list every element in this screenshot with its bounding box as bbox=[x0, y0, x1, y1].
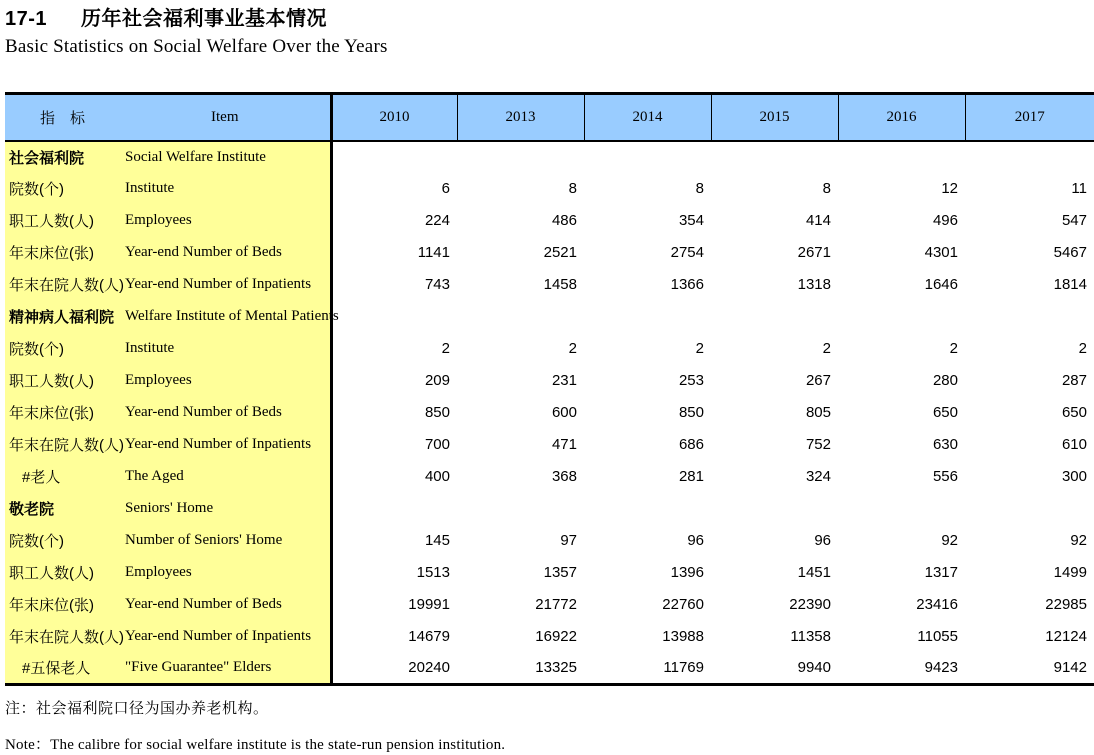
value-cell: 96 bbox=[687, 532, 704, 549]
value-cell: 1366 bbox=[670, 276, 704, 293]
row-label-zh: 年末在院人数(人) bbox=[5, 429, 120, 461]
header-indicator-zh: 指 标 bbox=[5, 94, 120, 141]
table-row bbox=[5, 557, 1094, 589]
table-body bbox=[5, 141, 1094, 685]
value-cell: 224 bbox=[424, 212, 450, 229]
value-cell: 8 bbox=[695, 180, 704, 197]
row-label-en: Year-end Number of Inpatients bbox=[120, 429, 331, 461]
table-row bbox=[5, 205, 1094, 237]
value-cell: 743 bbox=[424, 276, 450, 293]
value-cell: 547 bbox=[1061, 212, 1087, 229]
table-row bbox=[5, 397, 1094, 429]
value-cell bbox=[584, 493, 711, 525]
page-title bbox=[5, 6, 1094, 32]
table-number: 17-1 bbox=[5, 8, 48, 30]
row-label-en: Social Welfare Institute bbox=[120, 141, 331, 173]
value-cell: 2 bbox=[695, 340, 704, 357]
value-cell: 1458 bbox=[543, 276, 577, 293]
table-row bbox=[5, 589, 1094, 621]
header-year: 2016 bbox=[838, 94, 965, 141]
row-label-zh: 职工人数(人) bbox=[5, 557, 120, 589]
row-label-zh: 年末床位(张) bbox=[5, 397, 120, 429]
value-cell: 1451 bbox=[797, 564, 831, 581]
header-year: 2010 bbox=[331, 94, 457, 141]
row-label-en: The Aged bbox=[120, 461, 331, 493]
row-label-en: "Five Guarantee" Elders bbox=[120, 653, 331, 685]
value-cell: 1646 bbox=[924, 276, 958, 293]
value-cell: 11769 bbox=[663, 659, 704, 677]
row-label-en: Year-end Number of Beds bbox=[120, 397, 331, 429]
value-cell: 287 bbox=[1061, 372, 1087, 389]
value-cell bbox=[331, 493, 457, 525]
header-year: 2015 bbox=[711, 94, 838, 141]
row-label-en: Institute bbox=[120, 173, 331, 205]
value-cell: 1499 bbox=[1053, 564, 1087, 581]
value-cell: 1513 bbox=[416, 564, 450, 581]
value-cell: 2521 bbox=[543, 244, 577, 261]
row-label-en: Year-end Number of Inpatients bbox=[120, 269, 331, 301]
table-row bbox=[5, 429, 1094, 461]
value-cell bbox=[584, 141, 711, 173]
value-cell: 5467 bbox=[1053, 244, 1087, 261]
value-cell: 23416 bbox=[916, 596, 958, 613]
value-cell bbox=[331, 301, 457, 333]
welfare-statistics-table bbox=[5, 92, 1094, 686]
header-year: 2017 bbox=[965, 94, 1094, 141]
value-cell: 556 bbox=[932, 468, 958, 485]
value-cell: 650 bbox=[1061, 404, 1087, 421]
header-row bbox=[5, 94, 1094, 141]
value-cell: 253 bbox=[678, 372, 704, 389]
value-cell: 97 bbox=[560, 532, 577, 549]
value-cell: 805 bbox=[805, 404, 831, 421]
value-cell: 280 bbox=[932, 372, 958, 389]
value-cell: 324 bbox=[805, 468, 831, 485]
row-label-en: Institute bbox=[120, 333, 331, 365]
value-cell: 6 bbox=[441, 180, 450, 197]
row-label-en: Seniors' Home bbox=[120, 493, 331, 525]
value-cell bbox=[965, 301, 1094, 333]
value-cell bbox=[838, 493, 965, 525]
value-cell bbox=[331, 141, 457, 173]
header-year: 2014 bbox=[584, 94, 711, 141]
value-cell: 96 bbox=[814, 532, 831, 549]
value-cell bbox=[965, 141, 1094, 173]
value-cell: 1141 bbox=[417, 244, 450, 261]
row-label-en: Year-end Number of Beds bbox=[120, 589, 331, 621]
value-cell: 11055 bbox=[917, 628, 958, 645]
table-row bbox=[5, 461, 1094, 493]
value-cell: 9423 bbox=[924, 659, 958, 677]
table-row bbox=[5, 653, 1094, 685]
value-cell: 368 bbox=[551, 468, 577, 485]
value-cell: 2671 bbox=[797, 244, 831, 261]
value-cell: 8 bbox=[822, 180, 831, 197]
value-cell: 281 bbox=[678, 468, 704, 485]
page-title-zh: 历年社会福利事业基本情况 bbox=[81, 8, 328, 30]
row-label-en: Employees bbox=[120, 557, 331, 589]
value-cell: 21772 bbox=[535, 596, 577, 613]
value-cell bbox=[457, 493, 584, 525]
value-cell: 2 bbox=[441, 340, 450, 357]
value-cell: 752 bbox=[805, 436, 831, 453]
value-cell: 486 bbox=[551, 212, 577, 229]
row-label-zh: 敬老院 bbox=[5, 493, 120, 525]
value-cell: 9940 bbox=[797, 659, 831, 677]
value-cell: 9142 bbox=[1053, 659, 1087, 677]
value-cell: 2 bbox=[1078, 340, 1087, 357]
table-row bbox=[5, 173, 1094, 205]
row-label-zh: 职工人数(人) bbox=[5, 365, 120, 397]
row-label-en: Employees bbox=[120, 365, 331, 397]
value-cell: 12124 bbox=[1045, 628, 1087, 645]
value-cell: 209 bbox=[424, 372, 450, 389]
value-cell: 600 bbox=[551, 404, 577, 421]
table-row bbox=[5, 301, 1094, 333]
value-cell: 11358 bbox=[790, 628, 831, 645]
table-header bbox=[5, 94, 1094, 141]
value-cell: 1396 bbox=[670, 564, 704, 581]
row-label-en: Welfare Institute of Mental Patients bbox=[120, 301, 331, 333]
footnote-en: Note：The calibre for social welfare institute is the state-run pension institution. bbox=[5, 737, 506, 753]
value-cell: 267 bbox=[805, 372, 831, 389]
header-indicator-en: Item bbox=[120, 94, 331, 141]
footnote-zh: 注：社会福利院口径为国办养老机构。 bbox=[5, 700, 269, 717]
value-cell bbox=[457, 301, 584, 333]
value-cell: 13325 bbox=[535, 659, 577, 677]
row-label-zh: 年末在院人数(人) bbox=[5, 269, 120, 301]
value-cell: 92 bbox=[1070, 532, 1087, 549]
value-cell: 16922 bbox=[535, 628, 577, 645]
row-label-en: Number of Seniors' Home bbox=[120, 525, 331, 557]
row-label-zh: 年末床位(张) bbox=[5, 237, 120, 269]
value-cell: 2 bbox=[949, 340, 958, 357]
table-row bbox=[5, 333, 1094, 365]
table-row bbox=[5, 269, 1094, 301]
value-cell: 92 bbox=[941, 532, 958, 549]
value-cell: 414 bbox=[805, 212, 831, 229]
value-cell: 1317 bbox=[924, 564, 958, 581]
value-cell bbox=[711, 301, 838, 333]
row-label-zh: 职工人数(人) bbox=[5, 205, 120, 237]
table-row bbox=[5, 493, 1094, 525]
row-label-zh: 院数(个) bbox=[5, 525, 120, 557]
value-cell: 4301 bbox=[924, 244, 958, 261]
value-cell: 2754 bbox=[670, 244, 704, 261]
table-row bbox=[5, 525, 1094, 557]
value-cell: 231 bbox=[551, 372, 577, 389]
value-cell: 354 bbox=[678, 212, 704, 229]
header-year: 2013 bbox=[457, 94, 584, 141]
value-cell: 8 bbox=[568, 180, 577, 197]
row-label-zh: 院数(个) bbox=[5, 333, 120, 365]
row-label-zh: 年末在院人数(人) bbox=[5, 621, 120, 653]
row-label-zh: #老人 bbox=[5, 461, 120, 493]
value-cell bbox=[711, 493, 838, 525]
value-cell: 22760 bbox=[662, 596, 704, 613]
value-cell bbox=[838, 141, 965, 173]
table-row bbox=[5, 365, 1094, 397]
value-cell: 14679 bbox=[408, 628, 450, 645]
page-title-en: Basic Statistics on Social Welfare Over the Years bbox=[5, 36, 388, 57]
value-cell bbox=[457, 141, 584, 173]
value-cell: 12 bbox=[941, 180, 958, 197]
value-cell: 650 bbox=[932, 404, 958, 421]
row-label-en: Employees bbox=[120, 205, 331, 237]
row-label-en: Year-end Number of Beds bbox=[120, 237, 331, 269]
row-label-en: Year-end Number of Inpatients bbox=[120, 621, 331, 653]
value-cell: 145 bbox=[424, 532, 450, 549]
value-cell: 700 bbox=[424, 436, 450, 453]
value-cell: 20240 bbox=[408, 659, 450, 677]
value-cell: 2 bbox=[568, 340, 577, 357]
value-cell: 610 bbox=[1061, 436, 1087, 453]
row-label-zh: #五保老人 bbox=[5, 653, 120, 685]
value-cell: 1357 bbox=[543, 564, 577, 581]
value-cell: 630 bbox=[932, 436, 958, 453]
value-cell: 300 bbox=[1061, 468, 1087, 485]
table-row bbox=[5, 237, 1094, 269]
value-cell: 2 bbox=[822, 340, 831, 357]
value-cell: 400 bbox=[424, 468, 450, 485]
value-cell bbox=[584, 301, 711, 333]
table-row bbox=[5, 141, 1094, 173]
value-cell: 19991 bbox=[408, 596, 450, 613]
value-cell: 13988 bbox=[662, 628, 704, 645]
value-cell: 22985 bbox=[1045, 596, 1087, 613]
row-label-zh: 精神病人福利院 bbox=[5, 301, 120, 333]
value-cell: 22390 bbox=[789, 596, 831, 613]
row-label-zh: 年末床位(张) bbox=[5, 589, 120, 621]
row-label-zh: 院数(个) bbox=[5, 173, 120, 205]
value-cell bbox=[711, 141, 838, 173]
table-row bbox=[5, 621, 1094, 653]
value-cell: 1814 bbox=[1053, 276, 1087, 293]
value-cell bbox=[965, 493, 1094, 525]
value-cell: 850 bbox=[678, 404, 704, 421]
value-cell: 11 bbox=[1071, 180, 1087, 197]
value-cell: 496 bbox=[932, 212, 958, 229]
value-cell: 471 bbox=[551, 436, 577, 453]
value-cell: 1318 bbox=[797, 276, 831, 293]
value-cell: 850 bbox=[424, 404, 450, 421]
value-cell: 686 bbox=[678, 436, 704, 453]
value-cell bbox=[838, 301, 965, 333]
row-label-zh: 社会福利院 bbox=[5, 141, 120, 173]
